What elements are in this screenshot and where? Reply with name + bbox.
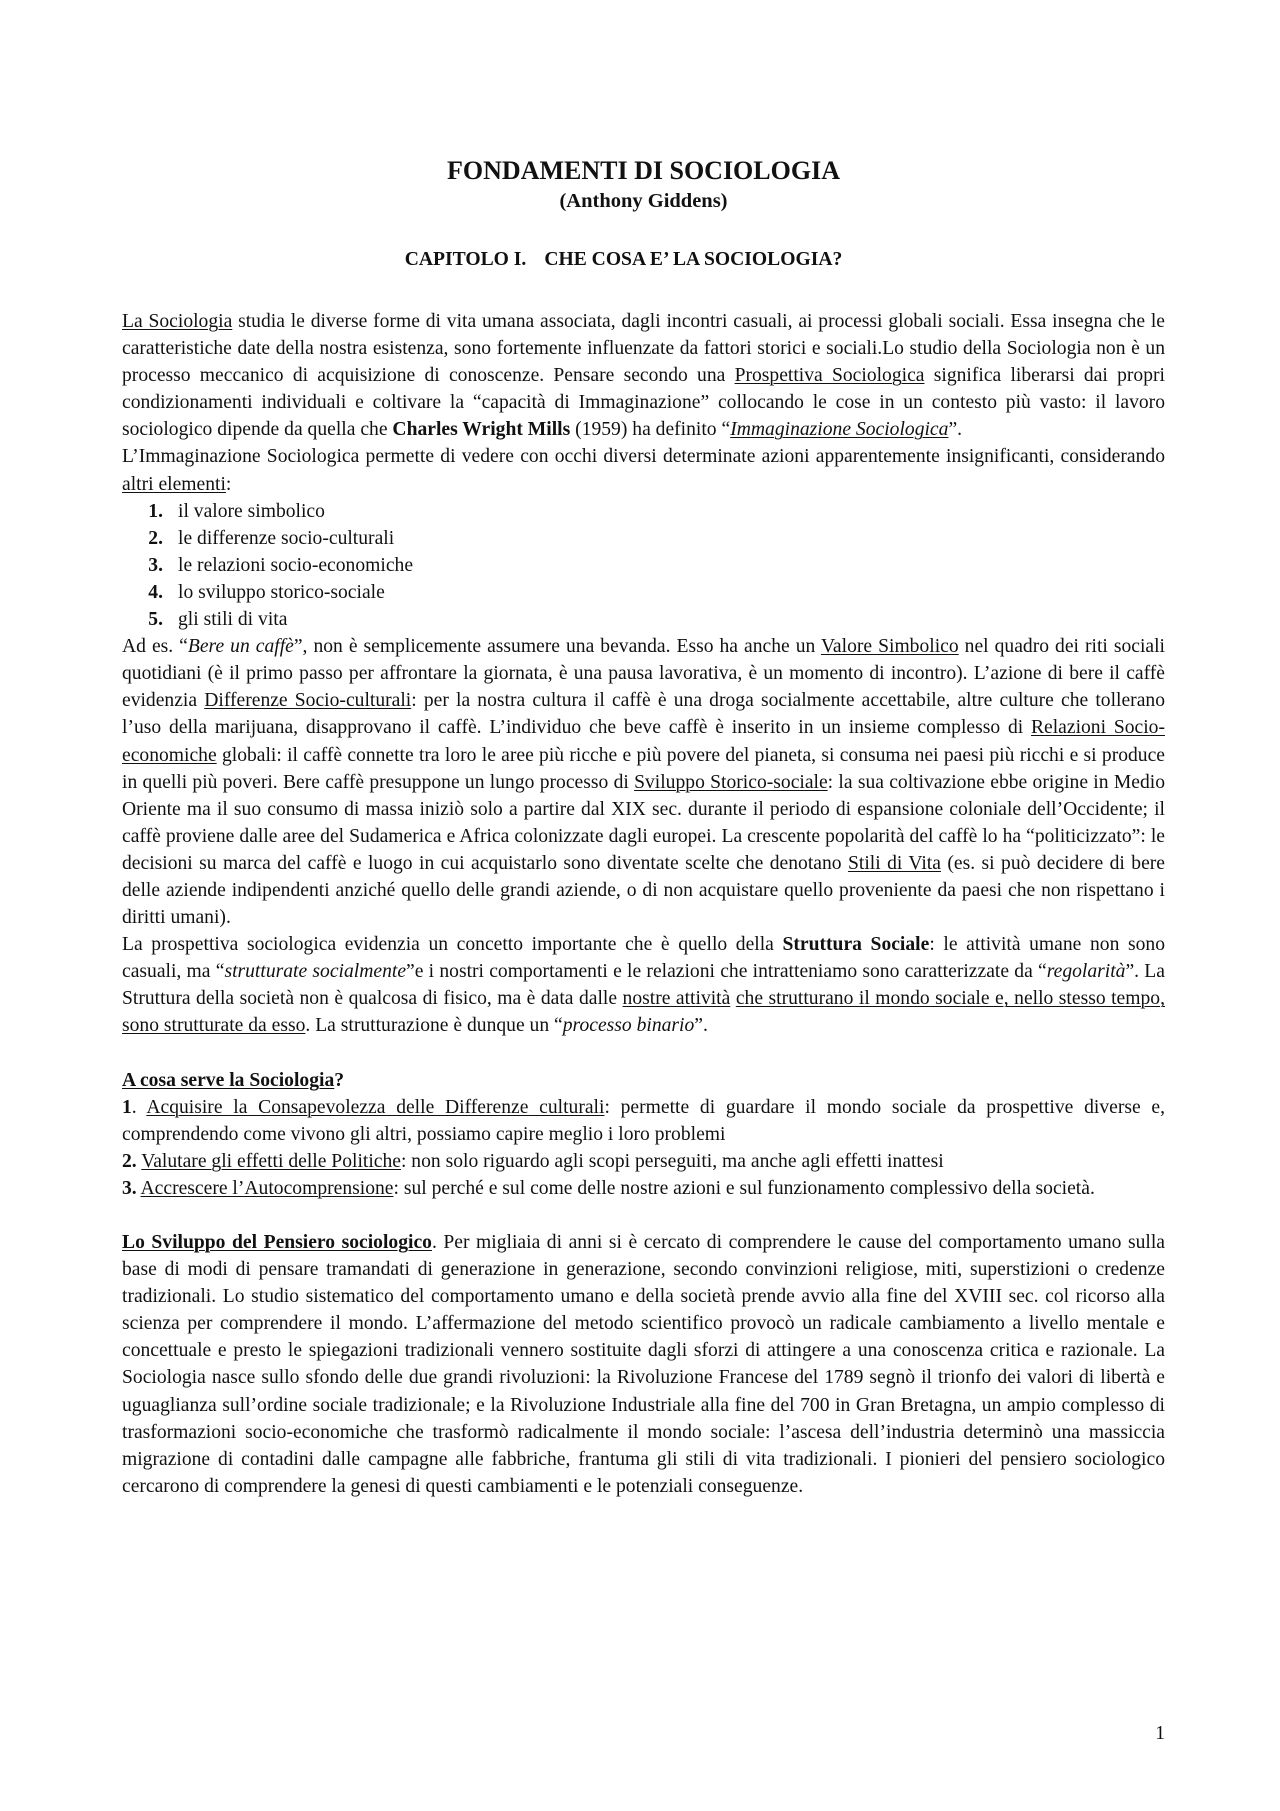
imagination-paragraph: L’Immaginazione Sociologica permette di vedere con occhi diversi determinate azioni apparentemente insignificanti, considerando altri elementi: (122, 446, 1165, 495)
list-item: 3. le relazioni socio-economiche (148, 554, 414, 576)
document-author: (Anthony Giddens) (559, 190, 728, 212)
development-heading: Lo Sviluppo del Pensiero sociologico (122, 1232, 432, 1253)
uses-heading: A cosa serve la Sociologia? (122, 1069, 345, 1091)
document-title: FONDAMENTI DI SOCIOLOGIA (447, 156, 840, 185)
structure-paragraph: La prospettiva sociologica evidenzia un concetto importante che è quello della Struttura Sociale: le attività umane non sono casuali, ma “strutturate socialmente”e i nostri comportamenti e le relazioni che intratteniamo sono caratterizzate da “regolarità”. La Struttura della società non è qualcosa di fisico, ma è data dalle nostre attività che strutturano il mondo sociale e, nello stesso tempo, sono strutturate da esso. La strutturazione è dunque un “processo binario”. (122, 934, 1165, 1037)
intro-paragraph: La Sociologia studia le diverse forme di vita umana associata, dagli incontri casuali, ai processi globali sociali. Essa insegna che le caratteristiche date della nostra esistenza, sono fortemente influenzate da fattori storici e sociali.Lo studio della Sociologia non è un processo meccanico di acquisizione di conoscenze. Pensare secondo una Prospettiva Sociologica significa liberarsi dai propri condizionamenti individuali e coltivare la “capacità di Immaginazione” collocando le cose in un contesto più vasto: il lavoro sociologico dipende da quella che Charles Wright Mills (1959) ha definito “Immaginazione Sociologica”. (122, 311, 1165, 441)
development-paragraph: Lo Sviluppo del Pensiero sociologico. Per migliaia di anni si è cercato di comprendere le cause del comportamento umano sulla base di modi di pensare tramandati di generazione in generazione, secondo convinzioni religiose, miti, superstizioni o credenze tradizionali. Lo studio sistematico del comportamento umano e della società prende avvio alla fine del XVIII sec. col ricorso alla scienza per comprendere il mondo. L’affermazione del metodo scientifico provocò un radicale cambiamento a livello mentale e concettuale e presto le spiegazioni tradizionali vennero sostituite dagli sforzi di attingere a una conoscenza critica e razionale. La Sociologia nasce sullo sfondo delle due grandi rivoluzioni: la Rivoluzione Francese del 1789 segnò il trionfo dei valori di libertà e uguaglianza sull’ordine sociale tradizionale; e la Rivoluzione Industriale alla fine del 700 in Gran Bretagna, un ampio complesso di trasformazioni socio-economiche che trasformò radicalmente il mondo sociale: l’ascesa dell’industria determinò una massiccia migrazione di contadini dalle campagne alle fabbriche, frantuma gli stili di vita tradizionali. I pionieri del pensiero sociologico cercarono di comprendere la genesi di questi cambiamenti e le potenziali conseguenze. (122, 1232, 1166, 1497)
term-altri-elementi: altri elementi (122, 473, 226, 495)
term-immaginazione-sociologica: Immaginazione Sociologica (730, 419, 949, 441)
author-mills: Charles Wright Mills (392, 419, 571, 441)
chapter-heading (122, 246, 1165, 273)
term-valore-simbolico: Valore Simbolico (820, 636, 959, 658)
list-item: 4. lo sviluppo storico-sociale (148, 581, 385, 603)
term-relazioni-socio-economiche: Relazioni Socio-economiche (122, 717, 1165, 766)
term-struttura-sociale: Struttura Sociale (782, 934, 930, 956)
list-item: 1. il valore simbolico (148, 500, 325, 522)
uses-item-3: 3. Accrescere l’Autocomprensione: sul perché e sul come delle nostre azioni e sul funzionamento complessivo della società. (122, 1177, 1095, 1199)
coffee-paragraph: Ad es. “Bere un caffè”, non è semplicemente assumere una bevanda. Esso ha anche un Valore Simbolico nel quadro dei riti sociali quotidiani (è il primo passo per affrontare la giornata, è una pausa lavorativa, è un momento di incontro). L’azione di bere il caffè evidenzia Differenze Socio-culturali: per la nostra cultura il caffè è una droga socialmente accettabile, altre culture che tollerano l’uso della marijuana, disapprovano il caffè. L’individuo che beve caffè è inserito in un insieme complesso di Relazioni Socio-economiche globali: il caffè connette tra loro le aree più ricche e più povere del pianeta, si consuma nei paesi più ricchi e si produce in quelli più poveri. Bere caffè presuppone un lungo processo di Sviluppo Storico-sociale: la sua coltivazione ebbe origine in Medio Oriente ma il suo consumo di massa iniziò solo a partire dal XIX sec. durante il periodo di espansione coloniale dell’Occidente; il caffè proviene dalle aree del Sudamerica e Africa colonizzate dagli europei. La crescente popolarità del caffè lo ha “politicizzato”: le decisioni su marca del caffè e luogo in cui acquistarlo sono diventate scelte che denotano Stili di Vita (es. si può decidere di bere delle aziende indipendenti anziché quello delle grandi aziende, o di non acquistare quello proveniente da paesi che non rispettano i diritti umani). (122, 636, 1165, 929)
elements-list (122, 498, 1165, 633)
page-number: 1 (1155, 1723, 1165, 1744)
term-stili-di-vita: Stili di Vita (847, 852, 941, 874)
list-item: 5. gli stili di vita (148, 609, 288, 631)
term-differenze-socio-culturali: Differenze Socio-culturali (204, 690, 412, 712)
list-item: 2. le differenze socio-culturali (148, 527, 395, 549)
term-sociologia: La Sociologia (122, 311, 233, 332)
term-sviluppo-storico-sociale: Sviluppo Storico-sociale (634, 771, 828, 793)
chapter-label: CAPITOLO I. (404, 249, 527, 270)
uses-item-1: 1. Acquisire la Consapevolezza delle Differenze culturali: permette di guardare il mondo sociale da prospettive diverse e, comprendendo come vivono gli altri, possiamo capire meglio i loro problemi (122, 1096, 1166, 1145)
chapter-title: CHE COSA E’ LA SOCIOLOGIA? (544, 249, 843, 270)
uses-item-2: 2. Valutare gli effetti delle Politiche: non solo riguardo agli scopi perseguiti, ma anche agli effetti inattesi (122, 1150, 944, 1172)
term-prospettiva-sociologica: Prospettiva Sociologica (734, 365, 925, 387)
